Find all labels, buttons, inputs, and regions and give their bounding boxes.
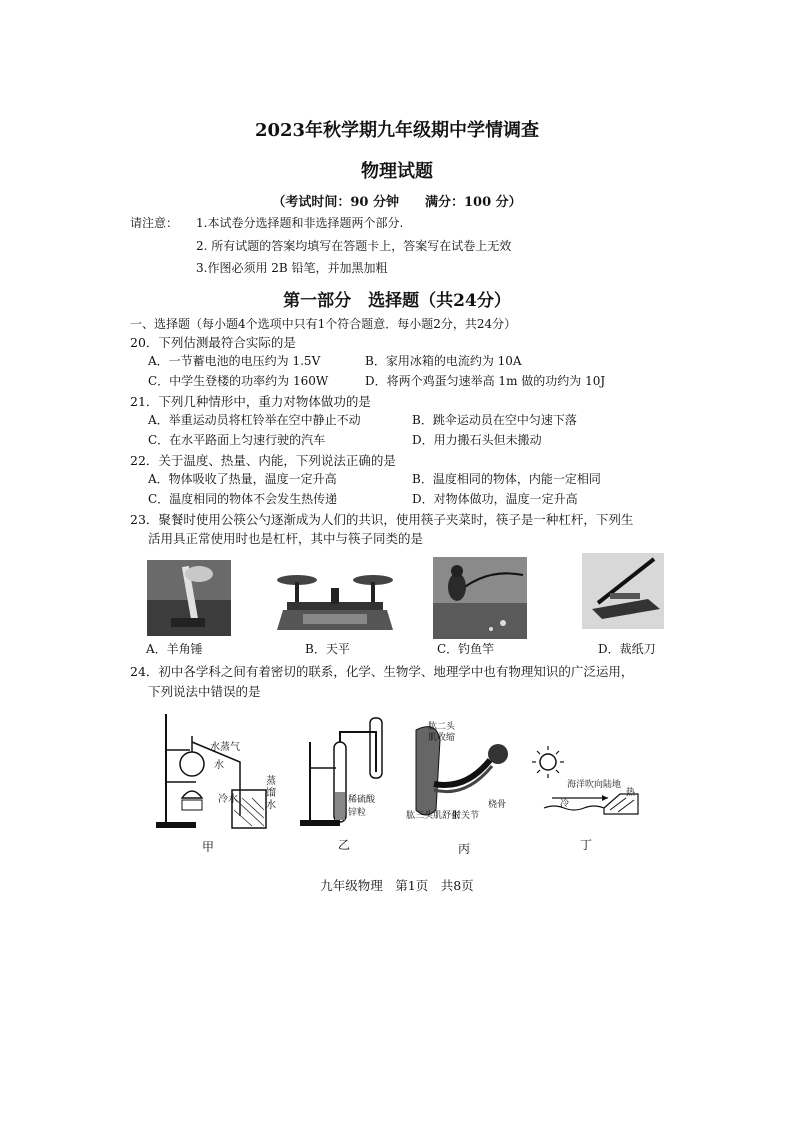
figure-label-ding: 丁 [580,838,593,852]
page-footer: 九年级物理 第1页 共8页 [320,878,474,893]
paper-cutter-photo [582,553,664,629]
figure-label-yi: 乙 [338,838,351,852]
q21-option-a: A．举重运动员将杠铃举在空中静止不动 [148,413,361,427]
fishing-rod-photo [433,557,527,639]
label-biceps: 肱二头肌收缩 [428,722,456,743]
question-20: 20．下列估测最符合实际的是 [130,335,296,350]
q21-option-d: D．用力搬石头但未搬动 [412,433,542,447]
question-22: 22．关于温度、热量、内能，下列说法正确的是 [130,453,396,468]
label-radius: 桡骨 [488,800,507,810]
balance-scale-photo [273,558,397,638]
exam-title: 2023年秋学期九年级期中学情调查 [254,120,540,141]
q21-option-c: C．在水平路面上匀速行驶的汽车 [148,433,326,447]
label-triceps: 肱三头肌舒张 [406,811,461,821]
label-joint: 肘关节 [452,811,480,821]
figure-label-jia: 甲 [202,840,215,854]
note-3: 3.作图必须用 2B 铅笔，并加黑加粗 [196,261,388,275]
exam-info: （考试时间：90 分钟 满分：100 分） [272,195,522,210]
label-hot: 热 [626,788,636,798]
q20-option-b: B．家用冰箱的电流约为 10A [365,354,522,368]
note-2: 2. 所有试题的答案均填写在答题卡上，答案写在试卷上无效 [196,239,512,253]
note-1: 1.本试卷分选择题和非选择题两个部分. [196,216,404,230]
q20-option-a: A．一节蓄电池的电压约为 1.5V [148,354,321,368]
distillation-diagram [152,706,272,834]
question-21: 21．下列几种情形中，重力对物体做功的是 [130,394,371,409]
q22-option-b: B．温度相同的物体，内能一定相同 [412,472,601,486]
question-24-line1: 24．初中各学科之间有着密切的联系，化学、生物学、地理学中也有物理知识的广泛运用， [130,664,634,679]
test-tube-diagram [296,712,391,830]
label-wind: 海洋吹向陆地 [567,780,622,790]
q23-option-c: C．钓鱼竿 [437,642,495,656]
label-acid: 稀硫酸 [348,795,376,805]
section-title: 一、选择题（每小题4个选项中只有1个符合题意．每小题2分，共24分） [130,317,517,331]
label-steam: 水蒸气 [210,742,240,753]
question-23-line1: 23．聚餐时使用公筷公勺逐渐成为人们的共识，使用筷子夹菜时，筷子是一种杠杆，下列生 [130,512,634,527]
label-distilled-water: 蒸馏水 [266,776,276,811]
question-24-line2: 下列说法中错误的是 [148,684,261,699]
label-water: 水 [214,760,224,771]
claw-hammer-photo [147,560,231,636]
notes-label: 请注意： [130,216,179,230]
q23-option-a: A．羊角锤 [146,642,203,656]
q20-option-d: D．将两个鸡蛋匀速举高 1m 做的功约为 10J [365,374,606,388]
q22-option-c: C．温度相同的物体不会发生热传递 [148,492,338,506]
q21-option-b: B．跳伞运动员在空中匀速下落 [412,413,577,427]
label-cold: 冷 [560,799,570,809]
q23-option-d: D．裁纸刀 [598,642,656,656]
subject-title: 物理试题 [361,161,433,182]
q23-option-b: B．天平 [305,642,350,656]
part-title: 第一部分 选择题（共24分） [283,291,511,311]
q20-option-c: C．中学生登楼的功率约为 160W [148,374,329,388]
figure-label-bing: 丙 [458,842,471,856]
q22-option-d: D．对物体做功，温度一定升高 [412,492,578,506]
q22-option-a: A．物体吸收了热量，温度一定升高 [148,472,337,486]
label-cold-water: 冷水 [218,794,238,805]
question-23-line2: 活用具正常使用时也是杠杆，其中与筷子同类的是 [148,531,424,546]
label-zinc: 锌粒 [348,808,367,818]
